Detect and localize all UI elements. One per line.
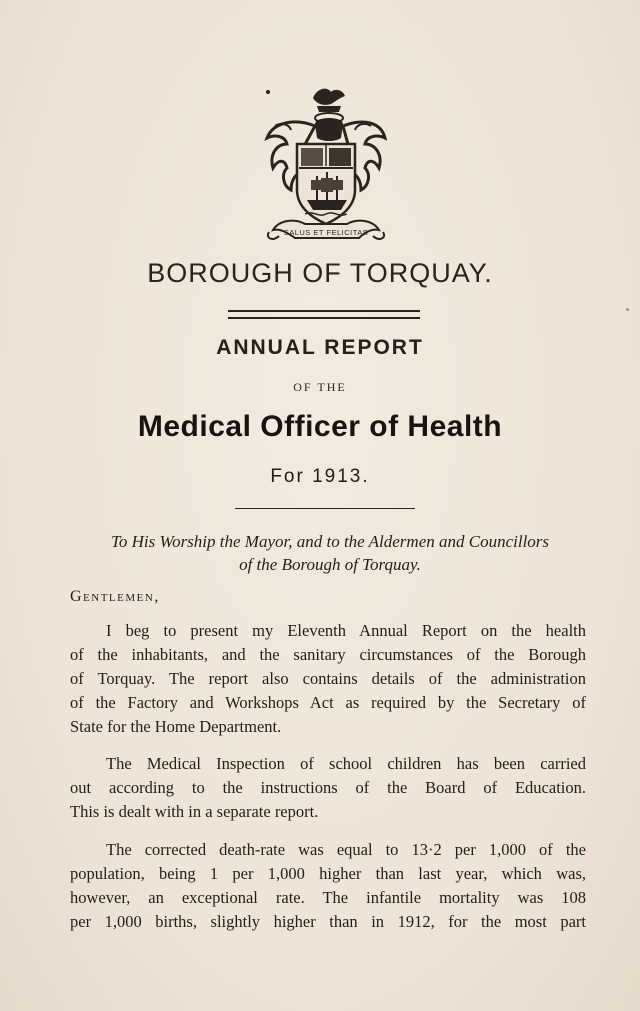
paragraph-2 (70, 752, 586, 824)
text-line: of the inhabitants, and the sanitary circumstances of the Borough (70, 645, 586, 664)
rule-divider (235, 508, 415, 509)
address-line-1: To His Worship the Mayor, and to the Aldermen and Councillors (110, 532, 550, 551)
text-line: of the Factory and Workshops Act as required by the Secretary of (70, 693, 586, 712)
crest-motto: SALUS ET FELICITAS (283, 228, 369, 237)
paragraph-3 (70, 838, 586, 934)
text-line: per 1,000 births, slightly higher than in 1912, for the most part (70, 912, 586, 931)
text-line: The Medical Inspection of school children has been carried (106, 754, 586, 773)
paragraph-1 (70, 619, 586, 739)
officer-title: Medical Officer of Health (137, 410, 503, 443)
paper-speck (626, 308, 629, 311)
borough-heading: BOROUGH OF TORQUAY. (147, 258, 493, 288)
text-line: The corrected death-rate was equal to 13·2 per 1,000 of the (106, 840, 586, 859)
report-year: For 1913. (270, 466, 370, 487)
text-line: of Torquay. The report also contains details of the administration (70, 669, 586, 688)
text-line: I beg to present my Eleventh Annual Report on the health (106, 621, 586, 640)
text-line: This is dealt with in a separate report. (70, 802, 319, 821)
text-line: population, being 1 per 1,000 higher than last year, which was, (70, 864, 586, 883)
double-rule-divider (228, 310, 420, 319)
of-the-label: OF THE (293, 380, 347, 394)
text-line: State for the Home Department. (70, 717, 282, 736)
text-line: however, an exceptional rate. The infantile mortality was 108 (70, 888, 586, 907)
address-line-2: of the Borough of Torquay. (239, 555, 421, 574)
borough-coat-of-arms (255, 78, 390, 243)
address-block (70, 530, 590, 576)
text-line: out according to the instructions of the Board of Education. (70, 778, 586, 797)
report-title: ANNUAL REPORT (216, 336, 424, 359)
salutation: Gentlemen, (70, 588, 160, 605)
